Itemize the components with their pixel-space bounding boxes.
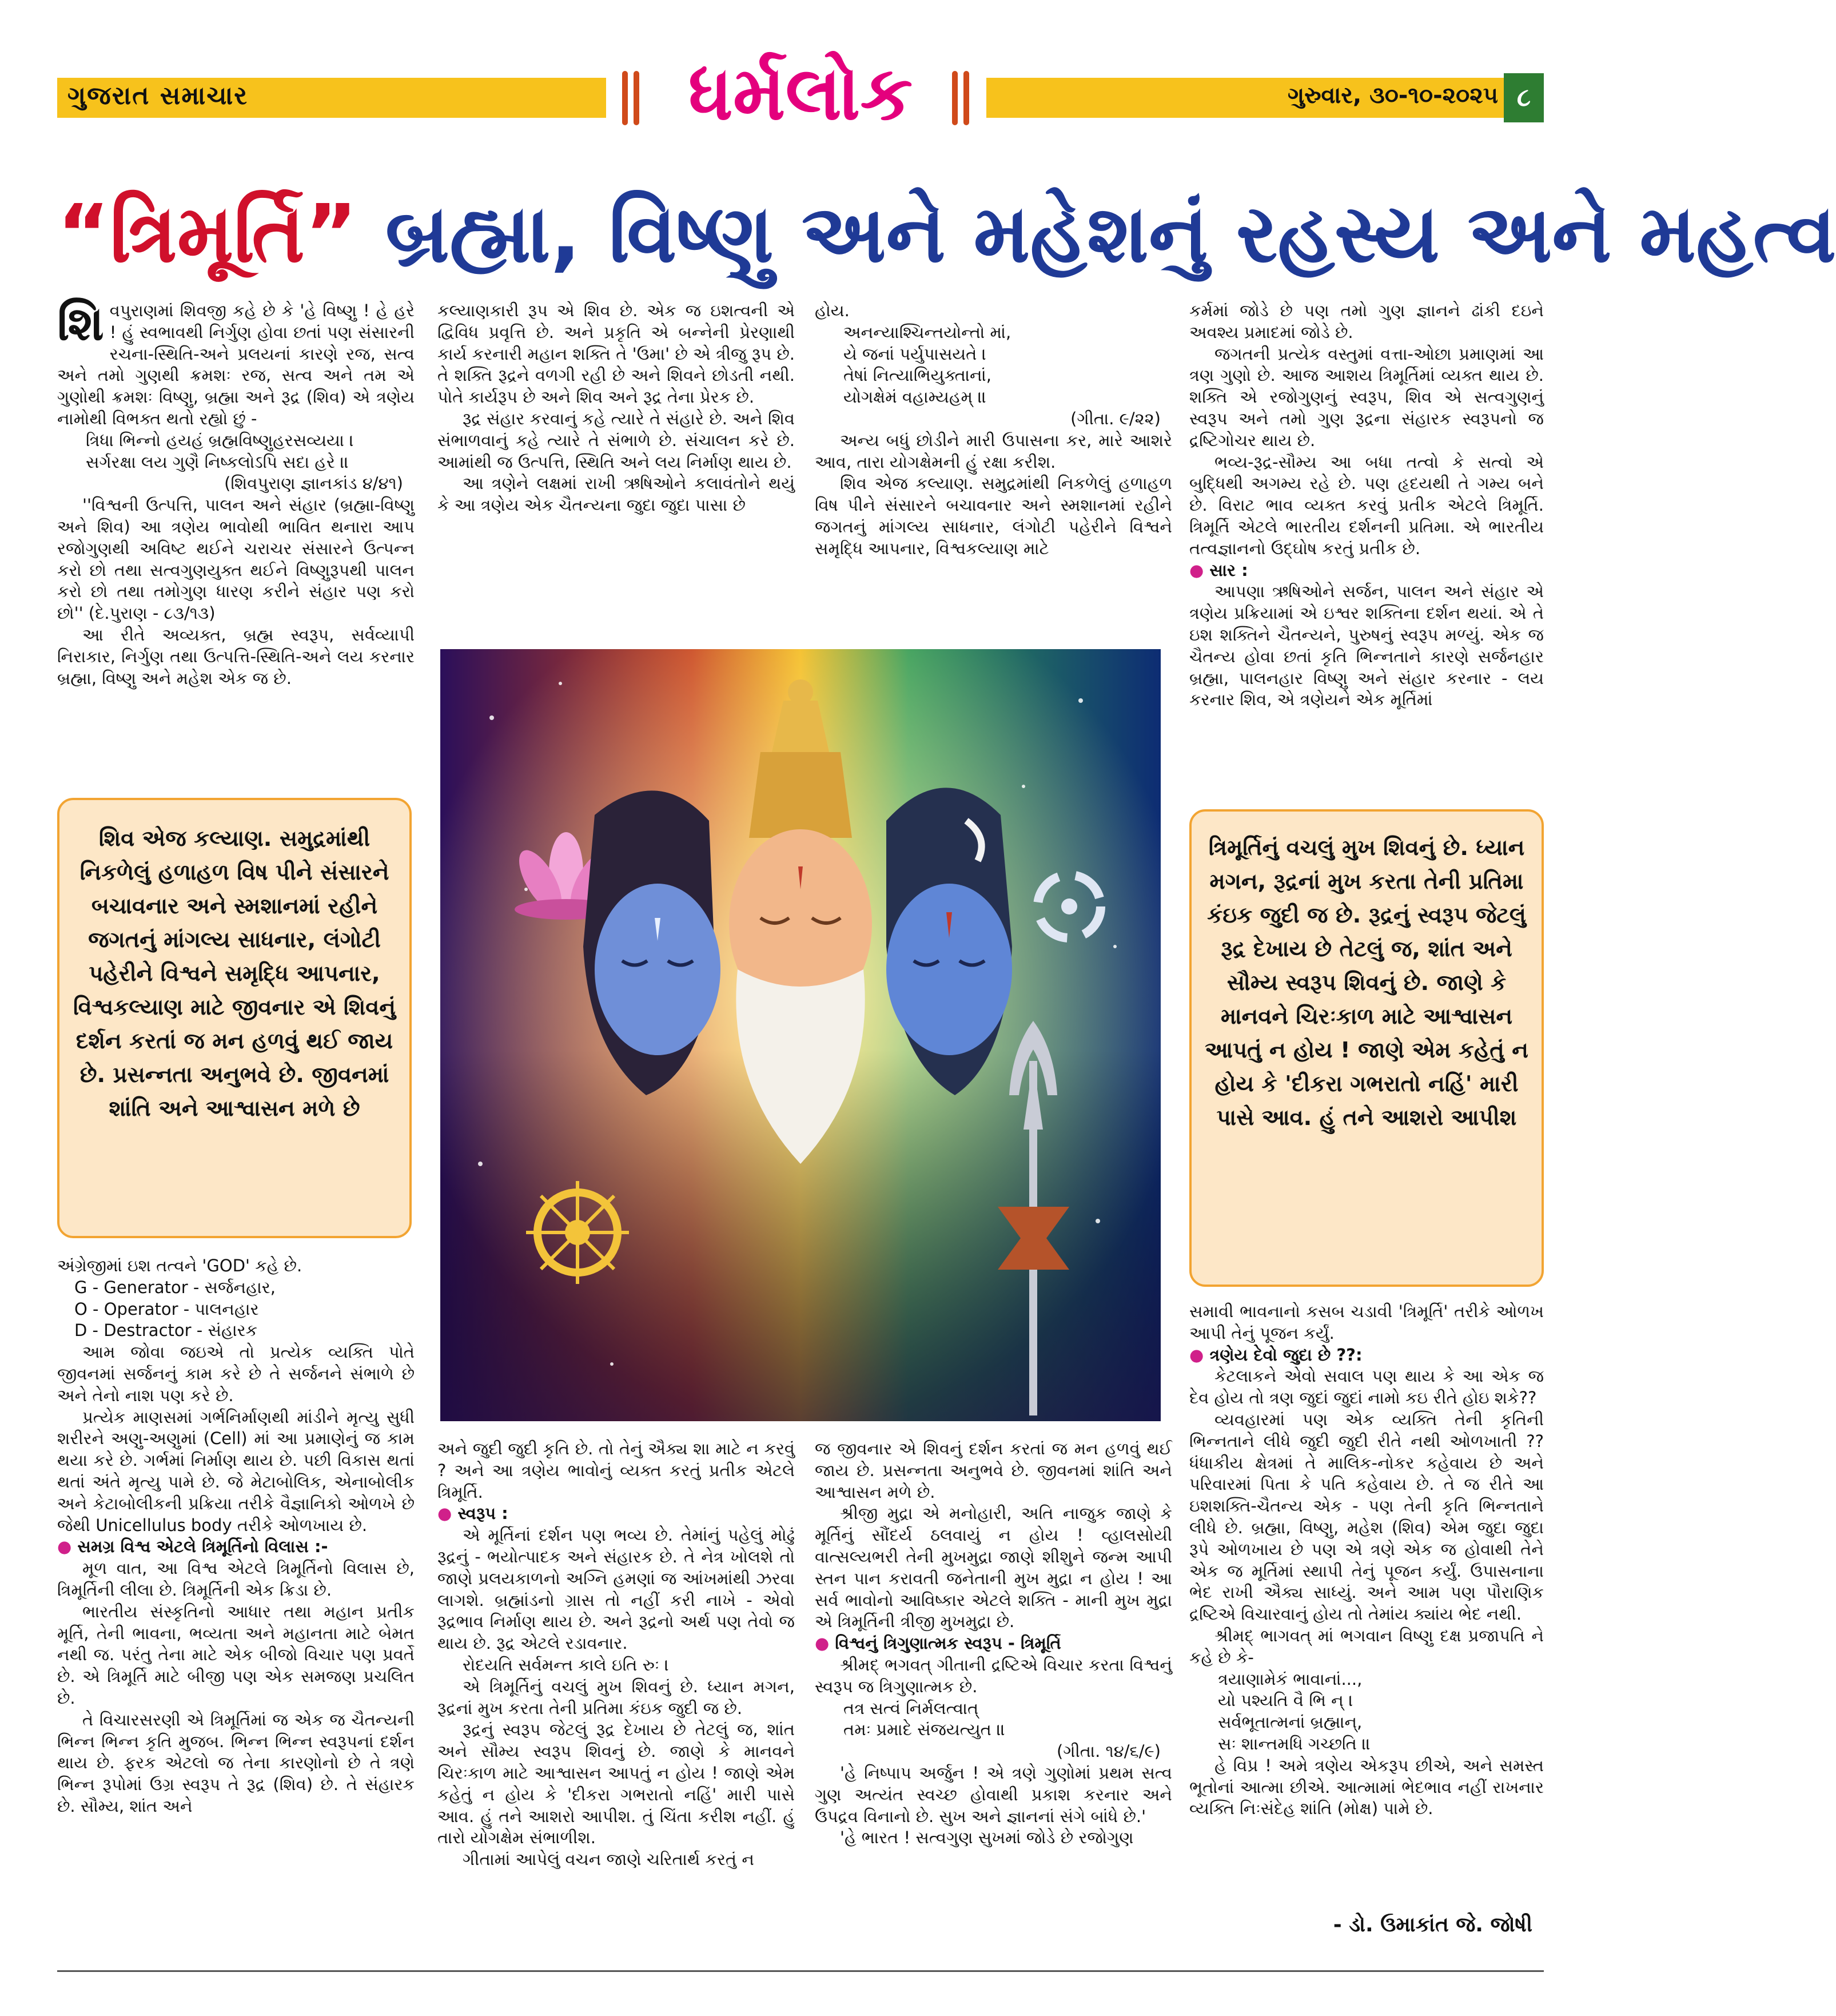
paragraph: અને જુદી જુદી કૃતિ છે. તો તેનું ઐક્ય શા માટે ન કરવું ? અને આ ત્રણેય ભાવોનું વ્યક્ત કરતું પ્રતીક એટલે ત્રિમૂર્તિ. [437,1439,795,1502]
bullet-icon: ● [57,1537,78,1557]
paragraph: સમાવી ભાવનાનો કસબ ચડાવી 'ત્રિમૂર્તિ' તરીકે ઓળખ આપી તેનું પૂજન કર્યું. [1189,1302,1544,1343]
bullet-icon: ● [437,1504,458,1524]
sloka-line: યોગક્ષેમં વહામ્યહમ્ ॥ [843,387,987,407]
paragraph: ભવ્ય-રૂદ્ર-સૌમ્ય આ બધા તત્વો કે સત્વો એ બુદ્ધિથી અગમ્ય રહે છે. પણ હૃદયથી તે ગમ્ય બને છે. વિરાટ ભાવ વ્યક્ત કરવું પ્રતીક એટલે ત્રિમૂર્તિ. ત્રિમૂર્તિ એટલે ભારતીય દર્શનની પ્રતિમા. એ ભારતીય તત્વજ્ઞાનનો ઉદ્ઘોષ કરતું પ્રતીક છે. [1189,452,1544,558]
paragraph: વપુરાણમાં શિવજી કહે છે કે 'હે વિષ્ણુ ! હે હરે ! હું સ્વભાવથી નિર્ગુણ હોવા છતાં પણ સંસારની રચના-સ્થિતિ-અને પ્રલયનાં કારણે રજ, સત્વ અને તમો ગુણથી ક્રમશઃ રજ, સત્વ અને તમ એ ગુણોથી ક્રમશઃ વિષ્ણુ, બ્રહ્મા અને રૂદ્ર (શિવ) એ ત્રણેય નામોથી વિભક્ત થતો રહ્યો છું - [57,301,415,428]
paragraph: આપણા ઋષિઓને સર્જન, પાલન અને સંહાર એ ત્રણેય પ્રક્રિયામાં એ ઇશ્વર શક્તિના દર્શન થયાં. એ તે ઇશ શક્તિને ચૈતન્યને, પુરુષનું સ્વરૂપ મળ્યું. એક જ ચૈતન્ય હોવા છતાં કૃતિ ભિન્નતાને કારણે સર્જનહાર બ્રહ્મા, પાલનહાર વિષ્ણુ અને સંહાર કરનાર - લય કરનાર શિવ, એ ત્રણેયને એક મૂર્તિમાં [1189,582,1544,710]
pull-quote-right: ત્રિમૂર્તિનું વચલું મુખ શિવનું છે. ધ્યાન મગન, રૂદ્રનાં મુખ કરતા તેની પ્રતિમા કંઇક જુદી જ છે. રૂદ્રનું સ્વરૂપ જેટલું રૂદ્ર દેખાય છે તેટલું જ, શાંત અને સૌમ્ય સ્વરૂપ શિવનું છે. જાણે કે માનવને ચિરઃકાળ માટે આશ્વાસન આપતું ન હોય ! જાણે એમ કહેતું ન હોય કે 'દીકરા ગભરાતો નહિં' મારી પાસે આવ. હું તને આશરો આપીશ [1189,809,1544,1287]
trimurti-illustration [440,649,1161,1421]
paragraph: રૂદ્રનું સ્વરૂપ જેટલું રૂદ્ર દેખાય છે તેટલું જ, શાંત અને સૌમ્ય સ્વરૂપ શિવનું છે. જાણે કે માનવને ચિરઃકાળ માટે આશ્વાસન આપતું ન હોય ! જાણે એમ કહેતું ન હોય કે 'દીકરા ગભરાતો નહિં' મારી પાસે આવ. હું તને આશરો આપીશ. તું ચિંતા કરીશ નહીં. હું તારો યોગક્ષેમ સંભાળીશ. [437,1720,795,1848]
pull-quote-left: શિવ એજ કલ્યાણ. સમુદ્રમાંથી નિકળેલું હળાહળ વિષ પીને સંસારને બચાવનાર અને સ્મશાનમાં રહીને જગતનું માંગલ્ય સાધનાર, લંગોટી પહેરીને વિશ્વને સમૃદ્ધિ આપનાર, વિશ્વકલ્યાણ માટે જીવનાર એ શિવનું દર્શન કરતાં જ મન હળવું થઈ જાય છે. પ્રસન્નતા અનુભવે છે. જીવનમાં શાંતિ અને આશ્વાસન મળે છે [57,798,412,1238]
bullet-icon: ● [1189,560,1210,580]
headline-rest: બ્રહ્મા, વિષ્ણુ અને મહેશનું રહસ્ય અને મહત્વ [385,188,1836,281]
sloka-line: ત્રિધા ભિન્નો હયહં બ્રહ્મવિષ્ણુહરસવ્યયા । [86,430,354,450]
paragraph: શ્રીમદ્ ભાગવત્ માં ભગવાન વિષ્ણુ દક્ષ પ્રજાપતિ ને કહે છે કે- [1189,1625,1544,1667]
paragraph: 'હે ભારત ! સત્વગુણ સુખમાં જોડે છે રજોગુણ [840,1828,1134,1848]
sloka-line: યે જનાં પર્યુપાસયતે । [843,344,987,364]
paragraph: શ્રીમદ્ ભગવત્ ગીતાની દ્રષ્ટિએ વિચાર કરતા વિશ્વનું સ્વરૂપ જ ત્રિગુણાત્મક છે. [815,1655,1172,1696]
sloka-line: સર્ગરક્ષા લય ગુણૈ નિષ્કલોઽપિ સદા હરે ॥ [86,452,349,472]
paragraph: હે વિપ્ર ! અમે ત્રણેય એકરૂપ છીએ, અને સમસ્ત ભૂતોનાં આત્મા છીએ. આત્મામાં ભેદભાવ નહીં રાખનાર વ્યક્તિ નિઃસંદેહ શાંતિ (મોક્ષ) પામે છે. [1189,1755,1544,1819]
source-citation: (ગીતા. ૧૪/૬/૯) [1057,1741,1161,1761]
paragraph: આ રીતે અવ્યક્ત, બ્રહ્મ સ્વરૂપ, સર્વવ્યાપી નિરાકાર, નિર્ગુણ તથા ઉત્પત્તિ-સ્થિતિ-અને લય કરનાર બ્રહ્મા, વિષ્ણુ અને મહેશ એક જ છે. [57,625,415,688]
paragraph: આ ત્રણેને લક્ષમાં રાખી ઋષિઓને કલાવંતોને થયું કે આ ત્રણેય એક ચૈતન્યના જુદા જુદા પાસા છે [437,474,795,515]
author-byline: - ડો. ઉમાકાંત જે. જોષી [1333,1913,1532,1937]
sloka-line: સઃ શાન્તમધિ ગચ્છતિ ॥ [1218,1733,1371,1753]
chakra-icon [526,1181,629,1284]
paragraph: એ મૂર્તિનાં દર્શન પણ ભવ્ય છે. તેમાંનું પહેલું મોઢું રૂદ્રનું - ભયોત્પાદક અને સંહારક છે. તે નેત્ર ખોલશે તો જાણે પ્રલયકાળનો અગ્નિ હમણાં જ આંખમાંથી ઝરવા લાગશે. બ્રહ્માંડનો ગ્રાસ તો નહીં કરી નાખે - એવો રૂદ્રભાવ નિર્માણ થાય છે. અને રૂદ્રનો અર્થ પણ તેવો જ થાય છે. રૂદ્ર એટલે રડાવનાર. [437,1525,795,1653]
sloka-line: તમઃ પ્રમાદે સંજયત્યુત ॥ [843,1720,1006,1740]
paragraph: રૂદ્ર સંહાર કરવાનું કહે ત્યારે તે સંહારે છે. અને શિવ સંભાળવાનું કહે ત્યારે તે સંભાળે છે. સંચાલન કરે છે. આમાંથી જ ઉત્પત્તિ, સ્થિતિ અને લય નિર્માણ થાય છે. [437,408,795,472]
paragraph: અન્ય બધું છોડીને મારી ઉપાસના કર, મારે આશરે આવ, તારા યોગક્ષેમની હું રક્ષા કરીશ. [815,430,1172,472]
subheading: ● વિશ્વનું ત્રિગુણાત્મક સ્વરૂપ - ત્રિમૂર્તિ [815,1633,1061,1653]
column-2-bottom [437,1438,795,1907]
headline-quoted: “ત્રિમૂર્તિ” [57,188,358,281]
page-divider [57,1970,1544,1972]
header-ornament [622,71,628,125]
subheading: ● સાર : [1189,560,1248,580]
paragraph: મૂળ વાત, આ વિશ્વ એટલે ત્રિમૂર્તિનો વિલાસ છે, ત્રિમૂર્તિની લીલા છે. ત્રિમૂર્તિની એક ક્રિડા છે. [57,1558,415,1600]
source-citation: (ગીતા. ૯/૨૨) [1070,408,1161,428]
paragraph: 'હે નિષ્પાપ અર્જુન ! એ ત્રણે ગુણોમાં પ્રથમ સત્વ ગુણ અત્યંત સ્વચ્છ હોવાથી પ્રકાશ કરનાર અને ઉપદ્રવ વિનાનો છે. સુખ અને જ્ઞાનનાં સંગે બાંધે છે.' [815,1763,1172,1826]
source-citation: (શિવપુરાણ જ્ઞાનકાંડ ૪/૪૧) [224,474,403,494]
column-3-bottom [815,1438,1172,1907]
paragraph: તે વિચારસરણી એ ત્રિમૂર્તિમાં જ એક જ ચૈતન્યની ભિન્ન ભિન્ન કૃતિ મુજબ. ભિન્ન ભિન્ન સ્વરૂપનાં દર્શન થાય છે. ફરક એટલો જ તેના કારણોનો છે તે ત્રણે ભિન્ન રૂપોમાં ઉગ્ર સ્વરૂપ તે રૂદ્ર (શિવ) છે. તે સંહારક છે. સૌમ્ય, શાંત અને [57,1709,415,1816]
paragraph: જ જીવનાર એ શિવનું દર્શન કરતાં જ મન હળવું થઈ જાય છે. પ્રસન્નતા અનુભવે છે. જીવનમાં શાંતિ અને આશ્વાસન મળે છે. [815,1439,1172,1502]
bullet-icon: ● [1189,1345,1210,1365]
header-ornament [952,71,958,125]
sloka-line: તેષાં નિત્યાભિયુક્તાનાં, [843,365,991,385]
paragraph: શિવ એજ કલ્યાણ. સમુદ્રમાંથી નિકળેલું હળાહળ વિષ પીને સંસારને બચાવનાર અને સ્મશાનમાં રહીને જગતનું માંગલ્ય સાધનાર, લંગોટી પહેરીને વિશ્વને સમૃદ્ધિ આપનાર, વિશ્વકલ્યાણ માટે [815,474,1172,558]
paragraph: અંગ્રેજીમાં ઇશ તત્વને 'GOD' કહે છે. [57,1256,302,1275]
paragraph: હોય. [815,301,850,320]
column-1-top [57,297,415,766]
bullet-icon: ● [815,1633,835,1653]
drop-cap: શિ [57,297,104,351]
issue-date: ગુરુવાર, ૩૦-૧૦-૨૦૨૫ [1288,82,1498,109]
sloka-line: તત્ર સત્વં નિર્મલત્વાત્ [843,1698,979,1718]
column-4-bottom [1189,1301,1544,1907]
masthead: ગુજરાત સમાચાર [67,81,248,110]
paragraph: શ્રીજી મુદ્રા એ મનોહારી, અતિ નાજુક જાણે કે મૂર્તિનું સૌંદર્ય ઠલવાયું ન હોય ! વ્હાલસોયી વાત્સલ્યભરી તેની મુખમુદ્રા જાણે શીશુને જન્મ આપી સ્તન પાન કરાવતી જનેતાની મુખ મુદ્રા ન હોય ! આ સર્વ ભાવોનો આવિષ્કાર એટલે શક્તિ - માની મુખ મુદ્રા એ ત્રિમૂર્તિની ત્રીજી મુખમુદ્રા છે. [815,1504,1172,1632]
column-1-bottom [57,1255,415,1907]
headline [57,174,1836,295]
header-ornament [634,71,639,125]
paragraph: એ ત્રિમૂર્તિનું વચલું મુખ શિવનું છે. ધ્યાન મગન, રૂદ્રનાં મુખ કરતા તેની પ્રતિમા કંઇક જુદી જ છે. [437,1676,795,1718]
sloka-line: અનન્યાશ્ચિન્તયોન્તો માં, [843,322,1011,342]
header-ornament [963,71,969,125]
paragraph: ભારતીય સંસ્કૃતિનો આધાર તથા મહાન પ્રતીક મૂર્તિ, તેની ભાવના, ભવ્યતા અને મહાનતા માટે બેમત નથી જ. પરંતુ તેના માટે એક બીજો વિચાર પણ પ્રવર્તે છે. એ ત્રિમૂર્તિ માટે બીજી પણ એક સમજણ પ્રચલિત છે. [57,1601,415,1708]
paragraph: કલ્યાણકારી રૂપ એ શિવ છે. એક જ ઇશત્વની એ દ્વિવિધ પ્રવૃત્તિ છે. અને પ્રકૃતિ એ બન્નેની પ્રેરણાથી કાર્ય કરનારી મહાન શક્તિ તે 'ઉમા' છે એ ત્રીજુ રૂપ છે. તે શક્તિ રૂદ્રને વળગી રહી છે અને શિવને છોડતી નથી. પોતે કાર્યરૂપ છે અને શિવ અને રૂદ્ર તેના પ્રેરક છે. [437,301,795,407]
subheading: ● સમગ્ર વિશ્વ એટલે ત્રિમૂર્તિનો વિલાસ :- [57,1537,328,1557]
sloka-line: ત્રયાણામેકં ભાવાનાં..., [1218,1669,1363,1689]
list-item: D - Destractor - સંહારક [74,1321,258,1341]
subheading: ● સ્વરૂપ : [437,1504,508,1524]
paragraph: જગતની પ્રત્યેક વસ્તુમાં વત્તા-ઓછા પ્રમાણમાં આ ત્રણ ગુણો છે. આજ આશય ત્રિમૂર્તિમાં વ્યક્ત થાય છે. શક્તિ એ રજોગુણનું સ્વરૂપ, શિવ એ સત્વગુણનું સ્વરૂપ અને તમો ગુણ રૂદ્રના સંહારક સ્વરૂપનો જ દ્રષ્ટિગોચર થાય છે. [1189,344,1544,450]
paragraph: પ્રત્યેક માણસમાં ગર્ભનિર્માણથી માંડીને મૃત્યુ સુધી શરીરને અણુ-અણુમાં (Cell) માં આ પ્રમાણેનું જ કામ થયા કરે છે. ગર્ભમાં નિર્માણ થાય છે. પછી વિકાસ થતાં થતાં અંતે મૃત્યુ પામે છે. જે મેટાબોલિક, એનાબોલીક અને કેટાબોલીકની પ્રક્રિયા તરીકે વૈજ્ઞાનિકો ઓળખે છે જેથી Unicellulus body તરીકે ઓળખાય છે. [57,1407,415,1535]
paragraph: ગીતામાં આપેલું વચન જાણે ચરિતાર્થ કરતું ન [463,1850,754,1870]
section-logo: ધર્મલોક [688,49,913,137]
paragraph: વ્યવહારમાં પણ એક વ્યક્તિ તેની કૃતિની ભિન્નતાને લીધે જુદી જુદી રીતે નથી ઓળખાતી ?? ધંધાકીય ક્ષેત્રમાં તે માલિક-નોકર કહેવાય છે અને પરિવારમાં પિતા કે પતિ કહેવાય છે. તે જ રીતે આ ઇશશક્તિ-ચૈતન્ય એક - પણ તેની કૃતિ ભિન્નતાને લીધે છે. બ્રહ્મા, વિષ્ણુ, મહેશ (શિવ) એમ જુદા જુદા રૂપે ઓળખાય છે પણ એ ત્રણે એક જ હોવાથી તેને એક જ મૂર્તિમાં સ્થાપી તેનું પૂજન કર્યું. ઉપાસનાના ભેદ રાખી ઐક્ય સાધ્યું. અને આમ પણ પૌરાણિક દ્રષ્ટિએ વિચારવાનું હોય તો તેમાંય ક્યાંય ભેદ નથી. [1189,1409,1544,1624]
sloka-line: સર્વભૂતાત્મનાં બ્રહ્માન્, [1218,1712,1363,1732]
paragraph: આમ જોવા જઇએ તો પ્રત્યેક વ્યક્તિ પોતે જીવનમાં સર્જનનું કામ કરે છે તે સર્જનને સંભાળે છે અને તેનો નાશ પણ કરે છે. [57,1342,415,1405]
paragraph: ''વિશ્વની ઉત્પત્તિ, પાલન અને સંહાર (બ્રહ્મા-વિષ્ણુ અને શિવ) આ ત્રણેય ભાવોથી ભાવિત થનારા આપ રજોગુણથી અવિષ્ટ થઈને ચરાચર સંસારને ઉત્પન્ન કરો છો તથા સત્વગુણયુક્ત થઈને વિષ્ણુરૂપથી પાલન કરો છો તથા તમોગુણ ધારણ કરીને સંહાર પણ કરો છો'' (દે.પુરાણ - ૮૩/૧૩) [57,495,415,623]
sloka-line: યો પશ્યતિ વૈ ભિ ન્ । [1218,1691,1353,1711]
list-item: G - Generator - સર્જનહાર, [74,1277,276,1297]
sloka-line: રોદયતિ સર્વમન્ત કાલે ઇતિ રુઃ । [463,1655,670,1675]
column-2-top [437,300,795,621]
list-item: O - Operator - પાલનહાર [74,1299,259,1319]
paragraph: કેટલાકને એવો સવાલ પણ થાય કે આ એક જ દેવ હોય તો ત્રણ જુદાં જુદાં નામો કઇ રીતે હોઇ શકે?? [1189,1366,1544,1408]
subheading: ● ત્રણેય દેવો જુદા છે ??: [1189,1345,1363,1365]
page-number: ૮ [1504,73,1544,122]
paragraph: કર્મમાં જોડે છે પણ તમો ગુણ જ્ઞાનને ઢાંકી દઇને અવશ્ય પ્રમાદમાં જોડે છે. [1189,301,1544,342]
column-3-top [815,300,1172,621]
column-4-top [1189,300,1544,792]
